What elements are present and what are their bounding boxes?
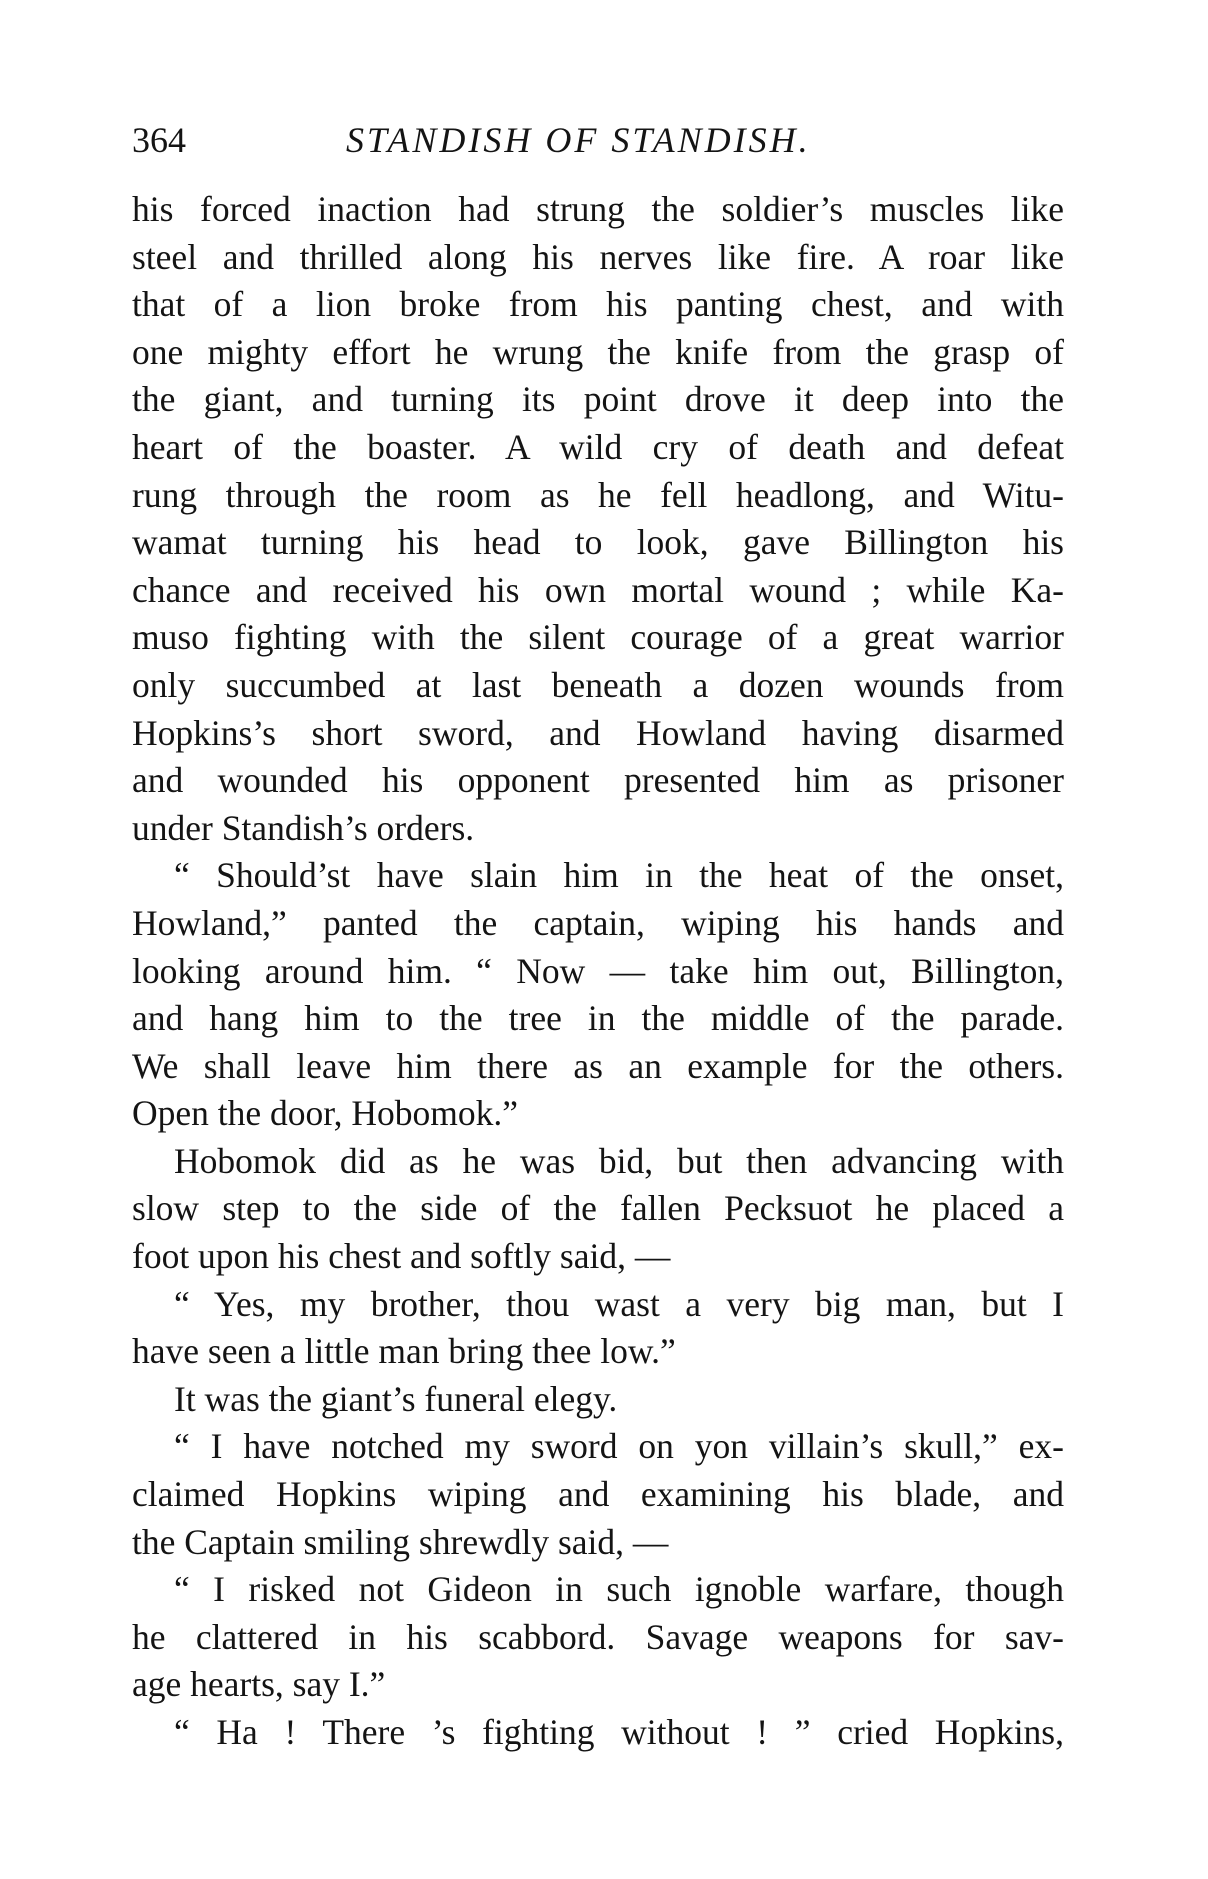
text-line: “ Yes, my brother, thou wast a very big man, but I <box>174 1283 1064 1324</box>
page-number: 364 <box>132 120 186 160</box>
text-line: slow step to the side of the fallen Pecksuot he placed a <box>132 1188 1064 1229</box>
text-line: “ I risked not Gideon in such ignoble warfare, though <box>174 1569 1064 1610</box>
text-line: foot upon his chest and softly said, — <box>132 1236 671 1277</box>
text-line: muso fighting with the silent courage of a great warrior <box>132 617 1064 658</box>
text-line: Howland,” panted the captain, wiping his hands and <box>132 902 1064 943</box>
text-line: steel and thrilled along his nerves like fire. A roar like <box>132 236 1064 277</box>
text-line: chance and received his own mortal wound ; while Ka- <box>132 569 1064 610</box>
text-line: the Captain smiling shrewdly said, — <box>132 1521 669 1562</box>
text-line: It was the giant’s funeral elegy. <box>174 1378 618 1419</box>
text-line: claimed Hopkins wiping and examining his blade, and <box>132 1474 1064 1515</box>
text-line: looking around him. “ Now — take him out, Billington, <box>132 950 1064 991</box>
text-line: that of a lion broke from his panting chest, and with <box>132 284 1064 325</box>
text-line: rung through the room as he fell headlong, and Witu- <box>132 474 1064 515</box>
text-line: “ I have notched my sword on yon villain’s skull,” ex- <box>174 1426 1064 1467</box>
text-line: wamat turning his head to look, gave Billington his <box>132 522 1064 563</box>
text-line: We shall leave him there as an example for the others. <box>132 1045 1064 1086</box>
text-line: and hang him to the tree in the middle of the parade. <box>132 998 1064 1039</box>
text-line: Open the door, Hobomok.” <box>132 1093 519 1134</box>
text-line: “ Should’st have slain him in the heat of the onset, <box>174 855 1064 896</box>
text-line: Hopkins’s short sword, and Howland having disarmed <box>132 712 1064 753</box>
text-line: under Standish’s orders. <box>132 807 475 848</box>
text-line: have seen a little man bring thee low.” <box>132 1331 676 1372</box>
text-line: and wounded his opponent presented him as prisoner <box>132 760 1064 801</box>
text-line: one mighty effort he wrung the knife from the grasp of <box>132 331 1064 372</box>
body-text <box>132 186 1064 1757</box>
text-line: Hobomok did as he was bid, but then advancing with <box>174 1140 1064 1181</box>
running-title: STANDISH OF STANDISH. <box>346 120 811 160</box>
text-line: only succumbed at last beneath a dozen wounds from <box>132 664 1064 705</box>
text-line: heart of the boaster. A wild cry of death and defeat <box>132 426 1064 467</box>
text-line: “ Ha ! There ’s fighting without ! ” cried Hopkins, <box>174 1712 1064 1752</box>
text-line: the giant, and turning its point drove it deep into the <box>132 379 1064 420</box>
text-line: he clattered in his scabbord. Savage weapons for sav- <box>132 1616 1064 1657</box>
book-page <box>132 112 1064 1757</box>
text-line: age hearts, say I.” <box>132 1664 386 1705</box>
page-header <box>132 112 1064 168</box>
text-line: his forced inaction had strung the soldier’s muscles like <box>132 189 1064 229</box>
